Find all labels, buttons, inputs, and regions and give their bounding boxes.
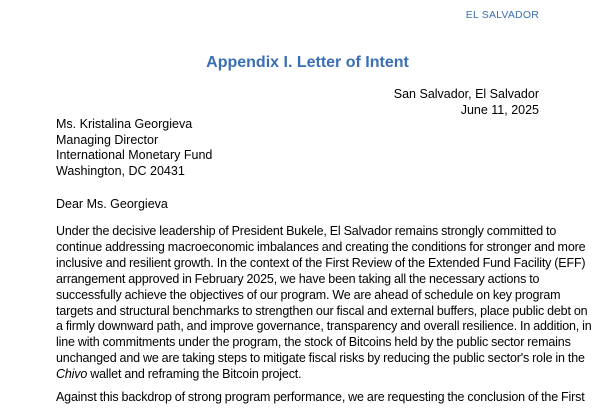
page-title: Appendix I. Letter of Intent xyxy=(206,54,409,71)
recipient-position: Managing Director xyxy=(56,132,159,147)
letter-place: San Salvador, El Salvador xyxy=(393,87,539,101)
recipient-organization: International Monetary Fund xyxy=(56,148,213,162)
recipient-address xyxy=(56,117,212,179)
place-date-block xyxy=(394,86,539,118)
paragraph-line: targets and structural benchmarks to strengthen our fiscal and external buffers, place public debt on xyxy=(56,303,588,318)
paragraph-line: continue addressing macroeconomic imbalances and creating the conditions for stronger and more xyxy=(56,239,586,254)
paragraph-line: inclusive and resilient growth. In the context of the First Review of the Extended Fund Facility (EFF) xyxy=(56,255,586,270)
letter-date: June 11, 2025 xyxy=(460,103,539,117)
recipient-name: Ms. Kristalina Georgieva xyxy=(56,117,193,131)
paragraph-line: unchanged and we are taking steps to mitigate fiscal risks by reducing the public sector's role in the xyxy=(56,351,585,366)
paragraph-last-line-rest: wallet and reframing the Bitcoin project. xyxy=(87,367,302,382)
paragraph-line: Under the decisive leadership of President Bukele, El Salvador remains strongly committed to xyxy=(56,224,557,238)
paragraph-line: Against this backdrop of strong program performance, we are requesting the conclusion of the First xyxy=(56,390,585,404)
paragraph-line: a firmly downward path, and improve governance, transparency and overall resilience. In addition, in xyxy=(56,319,592,334)
paragraph-last-line xyxy=(56,367,546,383)
salutation: Dear Ms. Georgieva xyxy=(56,197,168,211)
body-paragraph-2 xyxy=(56,390,585,406)
header-country: EL SALVADOR xyxy=(465,9,539,21)
paragraph-line: line with commitments under the program, the stock of Bitcoins held by the public sector remains xyxy=(56,335,571,350)
recipient-city: Washington, DC 20431 xyxy=(56,163,185,178)
chivo-term: Chivo xyxy=(56,367,88,382)
paragraph-line: successfully achieve the objectives of our program. We are ahead of schedule on key program xyxy=(56,287,561,302)
body-paragraph-1 xyxy=(56,224,592,383)
paragraph-line: arrangement approved in February 2025, we have been taking all the necessary actions to xyxy=(56,271,540,286)
